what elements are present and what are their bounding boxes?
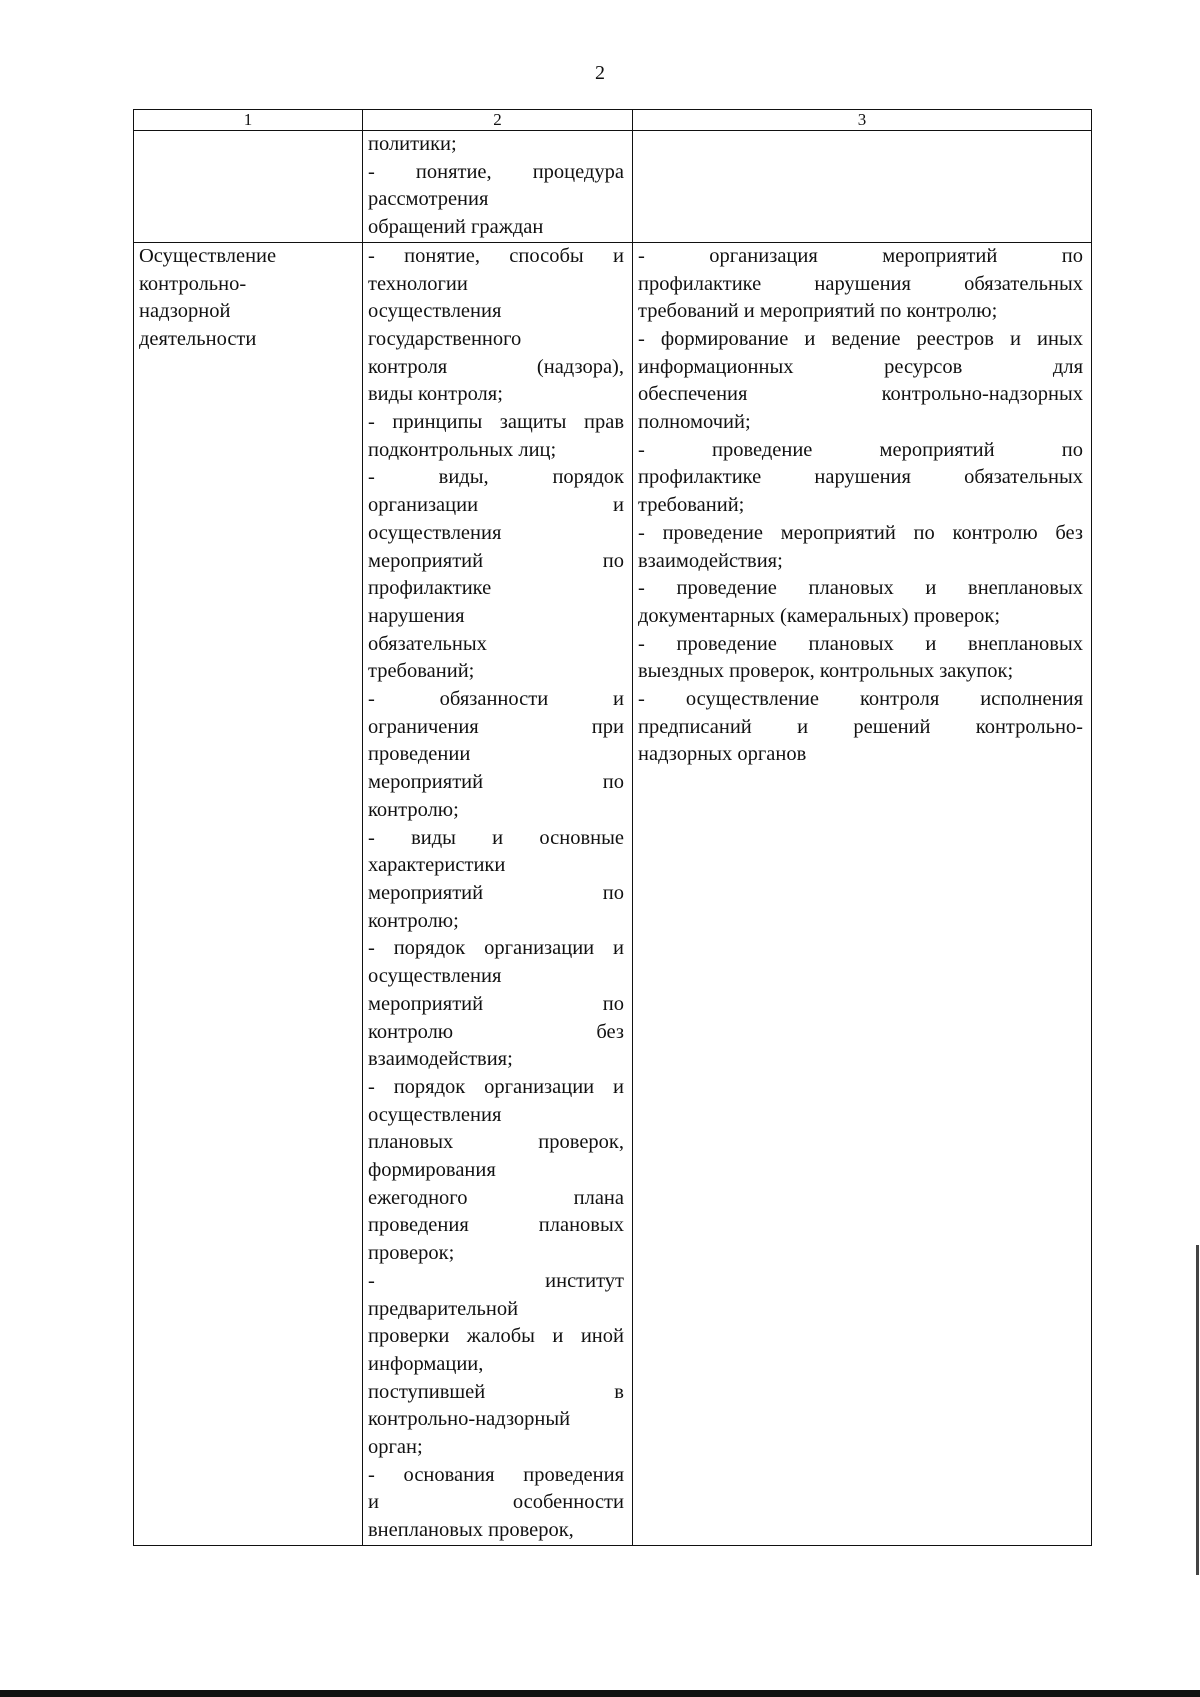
text-line: организации и: [368, 494, 624, 517]
text-line: контрольно-: [139, 272, 247, 295]
text-line: нарушения: [368, 604, 465, 627]
text-line: деятельности: [139, 327, 257, 350]
text-line: информации,: [368, 1352, 484, 1375]
text-line: рассмотрения: [368, 188, 489, 211]
text-line: документарных (камеральных) проверок;: [638, 604, 1001, 627]
text-line: - понятие, процедура: [368, 160, 624, 183]
row2-knowledge-cell: [363, 242, 633, 1545]
text-line: - осуществление контроля исполнения: [638, 688, 1083, 711]
page-number: 2: [595, 62, 605, 84]
column-header-1: 1: [134, 110, 363, 131]
row1-section-cell: [134, 131, 363, 243]
row1-skills-cell: [633, 131, 1092, 243]
text-line: контролю;: [368, 909, 459, 932]
text-line: осуществления: [368, 521, 502, 544]
text-line: профилактике нарушения обязательных: [638, 466, 1083, 489]
text-line: характеристики: [368, 854, 506, 877]
text-line: обязательных: [368, 632, 487, 655]
text-line: - основания проведения: [368, 1463, 624, 1486]
text-line: проверки жалобы и иной: [368, 1325, 624, 1348]
text-line: требований;: [638, 494, 745, 517]
text-line: и особенности: [368, 1491, 624, 1514]
text-line: надзорной: [139, 300, 231, 323]
text-line: мероприятий по: [368, 992, 624, 1015]
text-line: мероприятий по: [368, 549, 624, 572]
text-line: - порядок организации и: [368, 937, 624, 960]
text-line: осуществления: [368, 965, 502, 988]
text-line: взаимодействия;: [368, 1048, 513, 1071]
text-line: контрольно-надзорный: [368, 1408, 571, 1431]
table-header-row: [134, 110, 1092, 131]
text-line: поступившей в: [368, 1380, 624, 1403]
column-header-3: 3: [633, 110, 1092, 131]
text-line: ежегодного плана: [368, 1186, 624, 1209]
text-line: - проведение плановых и внеплановых: [638, 577, 1083, 600]
text-line: - обязанности и: [368, 688, 624, 711]
text-line: Осуществление: [139, 244, 277, 267]
text-line: - проведение мероприятий по контролю без: [638, 521, 1083, 544]
table-row: [134, 131, 1092, 243]
row2-section-cell: [134, 242, 363, 1545]
text-line: выездных проверок, контрольных закупок;: [638, 660, 1014, 683]
text-line: требований;: [368, 660, 475, 683]
text-line: - порядок организации и: [368, 1075, 624, 1098]
text-line: - институт: [368, 1269, 624, 1292]
text-line: проверок;: [368, 1242, 455, 1265]
text-line: формирования: [368, 1159, 496, 1182]
text-line: взаимодействия;: [638, 549, 783, 572]
text-line: - проведение плановых и внеплановых: [638, 632, 1083, 655]
text-line: государственного: [368, 327, 522, 350]
text-line: предварительной: [368, 1297, 519, 1320]
text-line: профилактике: [368, 577, 492, 600]
scan-edge-line: [1196, 1245, 1199, 1575]
text-line: обеспечения контрольно-надзорных: [638, 383, 1083, 406]
text-line: - понятие, способы и: [368, 244, 624, 267]
text-line: внеплановых проверок,: [368, 1519, 574, 1542]
text-line: контроля (надзора),: [368, 355, 624, 378]
text-line: надзорных органов: [638, 743, 807, 766]
text-line: - принципы защиты прав: [368, 411, 624, 434]
row1-knowledge-cell: [363, 131, 633, 243]
text-line: - организация мероприятий по: [638, 244, 1083, 267]
text-line: обращений граждан: [368, 216, 544, 239]
text-line: требований и мероприятий по контролю;: [638, 300, 998, 323]
text-line: - виды и основные: [368, 826, 624, 849]
text-line: контролю без: [368, 1020, 624, 1043]
text-line: мероприятий по: [368, 881, 624, 904]
text-line: полномочий;: [638, 411, 751, 434]
text-line: информационных ресурсов для: [638, 355, 1083, 378]
text-line: осуществления: [368, 1103, 502, 1126]
text-line: проведении: [368, 743, 471, 766]
text-line: профилактике нарушения обязательных: [638, 272, 1083, 295]
text-line: виды контроля;: [368, 383, 503, 406]
content-table: [133, 109, 1092, 1546]
text-line: технологии: [368, 272, 468, 295]
text-line: мероприятий по: [368, 771, 624, 794]
text-line: проведения плановых: [368, 1214, 624, 1237]
row2-skills-cell: [633, 242, 1092, 1545]
column-header-2: 2: [363, 110, 633, 131]
text-line: орган;: [368, 1436, 423, 1459]
text-line: осуществления: [368, 300, 502, 323]
text-line: - проведение мероприятий по: [638, 438, 1083, 461]
text-line: контролю;: [368, 798, 459, 821]
text-line: плановых проверок,: [368, 1131, 624, 1154]
text-line: предписаний и решений контрольно-: [638, 715, 1083, 738]
scan-bottom-edge: [0, 1690, 1200, 1697]
table-row: [134, 242, 1092, 1545]
text-line: ограничения при: [368, 715, 624, 738]
text-line: - виды, порядок: [368, 466, 624, 489]
text-line: - формирование и ведение реестров и иных: [638, 327, 1083, 350]
text-line: политики;: [368, 133, 457, 155]
text-line: подконтрольных лиц;: [368, 438, 557, 461]
